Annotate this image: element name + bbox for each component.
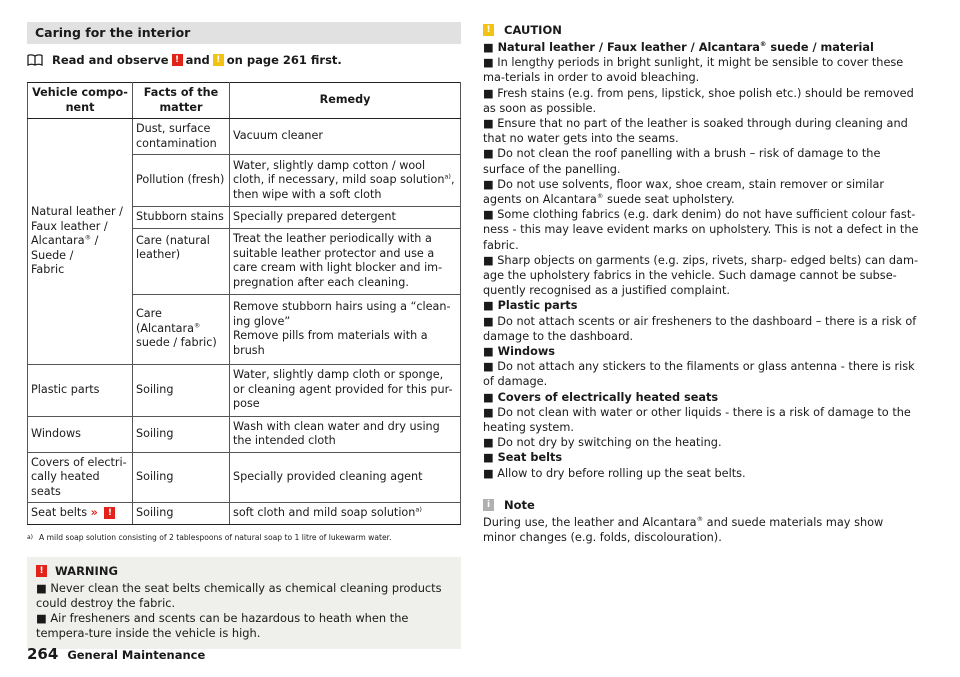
remedy-cell: Treat the leather periodically with a suitable leather protector and use a care cream with light blocker and im-pregnation after each cleaning. bbox=[230, 228, 461, 294]
caution-item: ■ Do not clean with water or other liquids - there is a risk of damage to the heating system. bbox=[483, 405, 911, 435]
right-column bbox=[483, 22, 919, 545]
left-column bbox=[27, 22, 461, 649]
footnote-text: A mild soap solution consisting of 2 tablespoons of natural soap to 1 litre of lukewarm water. bbox=[39, 532, 392, 542]
fact-cell: Care (Alcantara® suede / fabric) bbox=[133, 294, 230, 364]
footnote-ref: a) bbox=[415, 505, 422, 514]
section-title: Caring for the interior bbox=[27, 22, 461, 44]
component-text: Seat belts bbox=[31, 506, 88, 519]
caution-icon: ! bbox=[483, 24, 494, 36]
header-facts: Facts of the matter bbox=[133, 83, 230, 119]
header-component: Vehicle compo-nent bbox=[28, 83, 133, 119]
table-row bbox=[28, 364, 461, 416]
footnote-mark: a) bbox=[27, 533, 34, 541]
read-and-observe-line bbox=[27, 52, 461, 68]
fact-cell: Pollution (fresh) bbox=[133, 155, 230, 207]
caution-item: ■ Sharp objects on garments (e.g. zips, rivets, sharp- edged belts) can dam-age the upholstery fabrics in the vehicle. Such damage cannot be subse-quently recognised as a justified complaint. bbox=[483, 253, 919, 298]
remedy-cell: Water, slightly damp cloth or sponge, or cleaning agent provided for this pur-pose bbox=[230, 364, 461, 416]
component-natural-leather: Natural leather / Faux leather / Alcantara® / Suede / Fabric bbox=[28, 119, 133, 365]
caution-item: ■ Allow to dry before rolling up the seat belts. bbox=[483, 466, 746, 480]
page-footer bbox=[27, 645, 205, 663]
table-row bbox=[28, 503, 461, 525]
caution-body bbox=[483, 40, 919, 481]
fact-cell: Stubborn stains bbox=[133, 207, 230, 229]
care-table bbox=[27, 82, 461, 525]
fact-cell: Soiling bbox=[133, 503, 230, 525]
caution-item: ■ Do not use solvents, floor wax, shoe cream, stain remover or similar agents on Alcantara® suede seat upholstery. bbox=[483, 177, 885, 207]
component-cell: Covers of electri-cally heated seats bbox=[28, 452, 133, 503]
caution-section-heading: ■ Natural leather / Faux leather / Alcantara® suede / material bbox=[483, 40, 874, 54]
caution-item: ■ Some clothing fabrics (e.g. dark denim) do not have sufficient colour fast-ness - this may leave evident marks on upholstery. This is not a defect in the fabric. bbox=[483, 208, 919, 252]
caution-section-heading: ■ Covers of electrically heated seats bbox=[483, 390, 719, 404]
caution-heading bbox=[483, 22, 919, 38]
caution-item: ■ In lengthy periods in bright sunlight, it might be sensible to cover these ma-terials in order to avoid bleaching. bbox=[483, 56, 904, 85]
remedy-text-tail: , then wipe with a soft cloth bbox=[233, 173, 455, 201]
fact-cell: Dust, surface contamination bbox=[133, 119, 230, 155]
warning-heading bbox=[36, 563, 452, 579]
note-title: Note bbox=[504, 497, 535, 512]
footer-title: General Maintenance bbox=[67, 648, 206, 662]
fact-cell: Soiling bbox=[133, 416, 230, 452]
footnote bbox=[27, 533, 461, 543]
remedy-text: Water, slightly damp cotton / wool cloth, if necessary, mild soap solution bbox=[233, 158, 445, 187]
caution-item: ■ Ensure that no part of the leather is soaked through during cleaning and that no water gets into the seams. bbox=[483, 117, 908, 146]
caution-title: CAUTION bbox=[504, 23, 562, 37]
warning-icon: ! bbox=[36, 565, 47, 577]
note-text: During use, the leather and Alcantara® and suede materials may show minor changes (e.g. folds, discolouration). bbox=[483, 515, 884, 545]
warning-title: WARNING bbox=[55, 563, 118, 578]
warning-icon: ! bbox=[104, 507, 115, 519]
table-row bbox=[28, 416, 461, 452]
caution-item: ■ Do not attach scents or air fresheners to the dashboard – there is a risk of damage to the dashboard. bbox=[483, 314, 917, 343]
remedy-cell: Specially prepared detergent bbox=[230, 207, 461, 229]
caution-item: ■ Do not dry by switching on the heating. bbox=[483, 436, 722, 450]
component-cell: Windows bbox=[28, 416, 133, 452]
remedy-cell: Remove stubborn hairs using a “clean-ing glove” Remove pills from materials with a brush bbox=[230, 294, 461, 364]
remedy-cell bbox=[230, 503, 461, 525]
info-icon: i bbox=[483, 499, 494, 511]
fact-cell: Care (natural leather) bbox=[133, 228, 230, 294]
note-heading bbox=[483, 497, 919, 513]
footnote-ref: a) bbox=[444, 172, 451, 181]
remedy-text: soft cloth and mild soap solution bbox=[233, 506, 416, 519]
remedy-cell: Vacuum cleaner bbox=[230, 119, 461, 155]
caution-item: ■ Do not attach any stickers to the filaments or glass antenna - there is risk of damage. bbox=[483, 360, 915, 389]
remedy-cell: Wash with clean water and dry using the intended cloth bbox=[230, 416, 461, 452]
cross-ref-link[interactable]: » bbox=[90, 506, 98, 519]
table-row bbox=[28, 452, 461, 503]
fact-cell: Soiling bbox=[133, 452, 230, 503]
caution-section-heading: ■ Seat belts bbox=[483, 451, 563, 465]
book-icon bbox=[27, 54, 43, 66]
remedy-cell bbox=[230, 155, 461, 207]
caution-icon: ! bbox=[213, 54, 224, 66]
table-header-row bbox=[28, 83, 461, 119]
remedy-cell: Specially provided cleaning agent bbox=[230, 452, 461, 503]
warning-line: ■ Air fresheners and scents can be hazardous to heath when the tempera-ture inside the vehicle is high. bbox=[36, 610, 409, 641]
table-row bbox=[28, 119, 461, 155]
component-cell bbox=[28, 503, 133, 525]
caution-section-heading: ■ Plastic parts bbox=[483, 299, 578, 313]
caution-section-heading: ■ Windows bbox=[483, 345, 555, 359]
page-number: 264 bbox=[27, 645, 59, 663]
header-remedy: Remedy bbox=[230, 83, 461, 119]
warning-line: ■ Never clean the seat belts chemically as chemical cleaning products could destroy the fabric. bbox=[36, 580, 442, 610]
caution-item: ■ Fresh stains (e.g. from pens, lipstick, shoe polish etc.) should be removed as soon as possible. bbox=[483, 86, 914, 115]
read-line-middle: and bbox=[185, 53, 210, 67]
read-line-prefix: Read and observe bbox=[52, 53, 169, 67]
read-line-suffix: on page 261 first. bbox=[226, 53, 342, 67]
note-block bbox=[483, 497, 919, 545]
fact-cell: Soiling bbox=[133, 364, 230, 416]
warning-icon: ! bbox=[172, 54, 183, 66]
warning-box bbox=[27, 557, 461, 650]
caution-item: ■ Do not clean the roof panelling with a brush – risk of damage to the surface of the panelling. bbox=[483, 147, 881, 176]
component-cell: Plastic parts bbox=[28, 364, 133, 416]
